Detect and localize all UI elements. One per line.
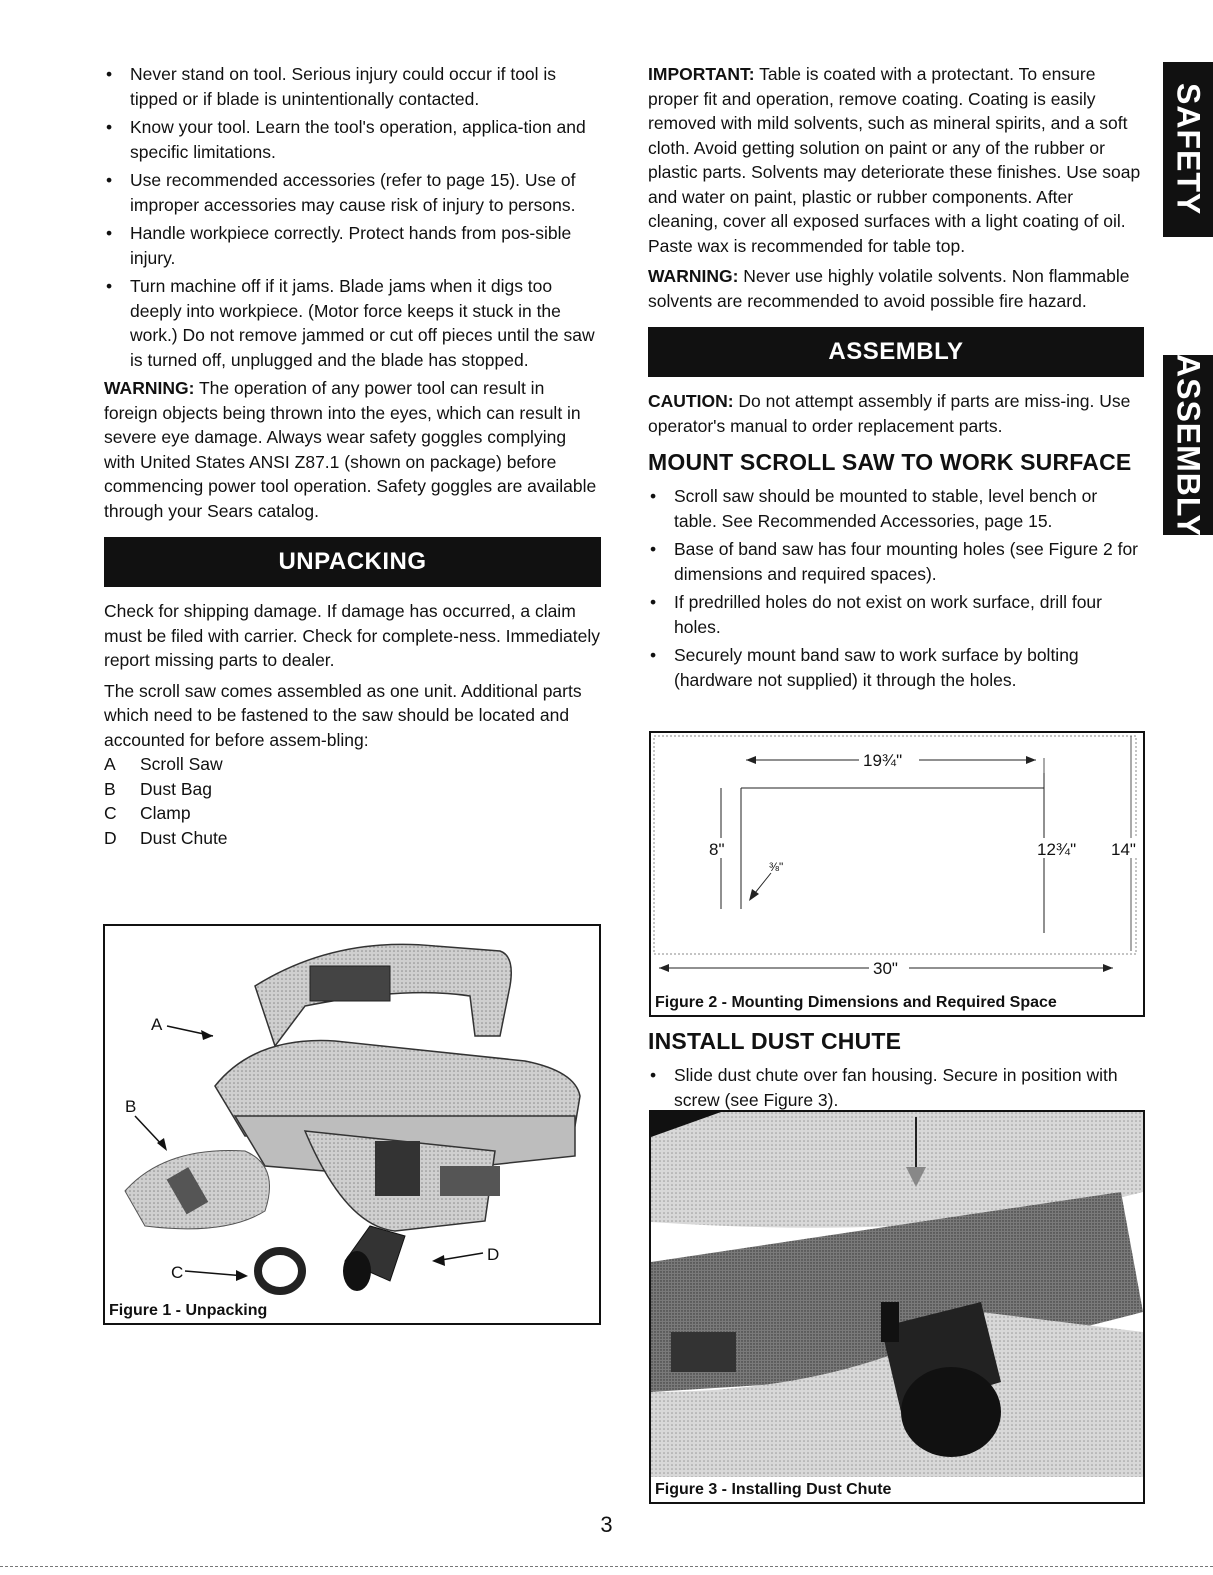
caution-label: CAUTION: xyxy=(648,391,734,411)
figure-2-mounting-dimensions xyxy=(649,731,1145,1017)
figure-3-caption: Figure 3 - Installing Dust Chute xyxy=(655,1481,892,1498)
parts-list-item: A Scroll Saw xyxy=(104,754,223,774)
caution-text: Do not attempt assembly if parts are miss-ing. Use operator's manual to order replacement parts. xyxy=(648,391,1131,436)
safety-bullet: • Use recommended accessories (refer to page 15). Use of improper accessories may cause risk of injury to persons. xyxy=(104,168,601,217)
left-column xyxy=(104,62,601,850)
dim-hole: ⅜" xyxy=(769,860,784,874)
assembly-banner: ASSEMBLY xyxy=(648,327,1144,377)
right-column xyxy=(648,62,1144,696)
mount-bullet: • Securely mount band saw to work surface by bolting (hardware not supplied) it through the holes. xyxy=(648,643,1144,692)
mount-bullet: • Scroll saw should be mounted to stable, level bench or table. See Recommended Accessories, page 15. xyxy=(648,484,1144,533)
page-number: 3 xyxy=(600,1512,613,1537)
safety-bullet: • Never stand on tool. Serious injury could occur if tool is tipped or if blade is unintentionally contacted. xyxy=(104,62,601,111)
mount-bullet: • If predrilled holes do not exist on work surface, drill four holes. xyxy=(648,590,1144,639)
dust-chute-photo xyxy=(651,1112,1143,1477)
dust-chute-bullet-list xyxy=(648,1063,1144,1112)
important-label: IMPORTANT: xyxy=(648,64,755,84)
mount-bullet: • Base of band saw has four mounting holes (see Figure 2 for dimensions and required spaces). xyxy=(648,537,1144,586)
parts-list xyxy=(104,752,601,850)
part-label-c: C xyxy=(171,1263,184,1282)
figure-1-caption: Figure 1 - Unpacking xyxy=(109,1302,268,1319)
dim-width-total: 30" xyxy=(873,959,898,978)
unpacking-paragraph: Check for shipping damage. If damage has occurred, a claim must be filed with carrier. Check for complete-ness. Immediately report missing parts to dealer. xyxy=(104,601,601,670)
mount-bullet-list xyxy=(648,484,1144,692)
part-label-d: D xyxy=(487,1245,500,1264)
part-label-b: B xyxy=(125,1097,137,1116)
eye-warning xyxy=(104,376,601,523)
unpacking-banner: UNPACKING xyxy=(104,537,601,587)
warning-text: The operation of any power tool can result in foreign objects being thrown into the eyes, which can result in severe eye damage. Always wear safety goggles complying with United States ANSI Z87.1 (shown on package) before commencing power tool operation. Safety goggles are available through your Sears catalog. xyxy=(104,378,597,521)
mounting-diagram xyxy=(651,733,1143,993)
safety-bullet: • Handle workpiece correctly. Protect hands from pos-sible injury. xyxy=(104,221,601,270)
scroll-saw-illustration xyxy=(105,926,599,1296)
footer-divider xyxy=(0,1566,1213,1567)
solvent-warning xyxy=(648,264,1144,313)
figure-1-unpacking xyxy=(103,924,601,1325)
safety-bullet: • Turn machine off if it jams. Blade jams when it digs too deeply into workpiece. (Motor force keeps it stuck in the work.) Do not remove jammed or cut off pieces until the saw is turned off, unplugged and the blade has stopped. xyxy=(104,274,601,372)
parts-list-item: D Dust Chute xyxy=(104,827,228,848)
important-text: Table is coated with a protectant. To ensure proper fit and operation, remove coating. Coating is easily removed with mild solvents, such as mineral spirits, and a soft cloth. Avoid getting solution on paint or any of the rubber or plastic parts. Solvents may deteriorate these finishes. Use soap and water on paint, plastic or rubber components. After cleaning, cover all exposed surfaces with a light coating of oil. Paste wax is recommended for table top. xyxy=(648,64,1141,256)
safety-bullet-list xyxy=(104,62,601,372)
parts-list-item: C Clamp xyxy=(104,803,191,823)
warning-label: WARNING: xyxy=(648,266,739,286)
assembly-tab: ASSEMBLY xyxy=(1163,355,1213,535)
warning-label: WARNING: xyxy=(104,378,195,398)
safety-tab: SAFETY xyxy=(1163,62,1213,237)
mount-heading: MOUNT SCROLL SAW TO WORK SURFACE xyxy=(648,449,1132,475)
part-label-a: A xyxy=(151,1015,163,1034)
warning-text: Never use highly volatile solvents. Non flammable solvents are recommended to avoid possible fire hazard. xyxy=(648,266,1130,311)
dim-depth-holes: 8" xyxy=(709,840,725,859)
dim-depth-space: 12¾" xyxy=(1037,840,1077,859)
dim-width-holes: 19¾" xyxy=(863,751,903,770)
figure-3-installing-dust-chute xyxy=(649,1110,1145,1504)
dust-chute-heading: INSTALL DUST CHUTE xyxy=(648,1028,902,1054)
parts-list-item: B Dust Bag xyxy=(104,778,212,799)
figure-2-caption: Figure 2 - Mounting Dimensions and Required Space xyxy=(655,994,1057,1011)
unpacking-parts-intro: The scroll saw comes assembled as one unit. Additional parts which need to be fastened to the saw should be located and accounted for before assem-bling: xyxy=(104,680,582,750)
dust-chute-section xyxy=(648,1027,1144,1116)
dust-chute-bullet: • Slide dust chute over fan housing. Secure in position with screw (see Figure 3). xyxy=(648,1063,1144,1112)
dim-depth-total: 14" xyxy=(1111,840,1136,859)
safety-bullet: • Know your tool. Learn the tool's operation, applica-tion and specific limitations. xyxy=(104,115,601,164)
caution-note xyxy=(648,389,1144,438)
important-note xyxy=(648,62,1144,258)
